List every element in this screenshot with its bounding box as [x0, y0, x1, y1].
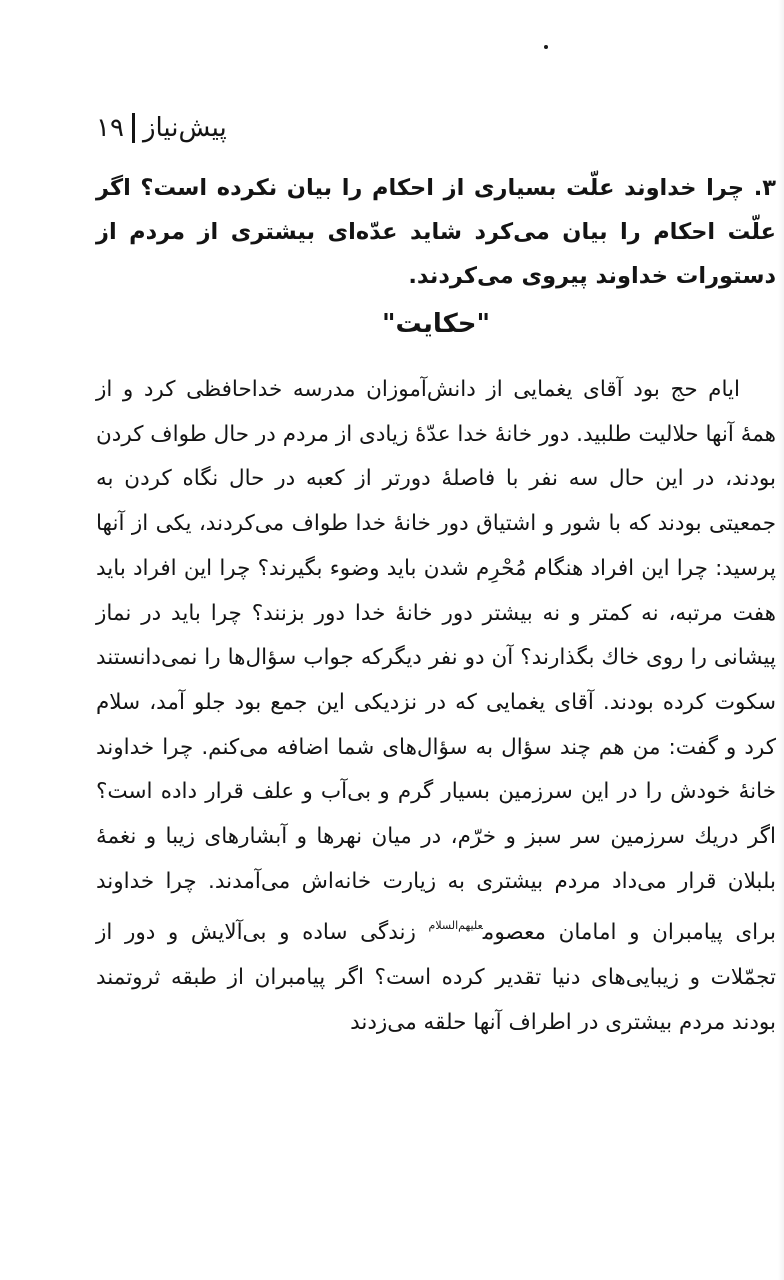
page-number: ۱۹	[96, 113, 124, 143]
running-head-title: پیش‌نیاز	[142, 113, 227, 143]
question-number: ۳.	[753, 175, 777, 201]
running-head	[96, 108, 227, 148]
story-heading: "حکایت"	[382, 309, 490, 339]
story-body	[96, 368, 776, 1046]
page-gutter-shadow	[778, 0, 784, 1280]
story-text-part-1: ایام حج بود آقای یغمایی از دانش‌آموزان مدرسه خداحافظی کرد و از همهٔ آنها حلالیت طلبید. دور خانهٔ خدا عدّهٔ زیادی از مردم در حال طواف کردن بودند، در این حال سه نفر با فاصلهٔ دورتر از کعبه در حال نگاه کردن به جمعیتی بودند که با شور و اشتیاق دور خانهٔ خدا طواف می‌کردند، یکی از آنها پرسید: چرا این افراد هنگام مُحْرِم شدن باید وضوء بگیرند؟ چرا این افراد باید هفت مرتبه، نه کمتر و نه بیشتر دور خانهٔ خدا دور بزنند؟ چرا باید در نماز پیشانی را روی خاك بگذارند؟ آن دو نفر دیگرکه جواب سؤال‌ها را نمی‌دانستند سکوت کرده بودند. آقای یغمایی که در نزدیکی این جمع بود جلو آمد، سلام کرد و گفت: من هم چند سؤال به سؤال‌های شما اضافه می‌کنم. چرا خداوند خانهٔ خودش را در این سرزمین بسیار گرم و بی‌آب و علف قرار داده است؟ اگر دریك سرزمین سر سبز و خرّم، در میان نهرها و آبشارهای زیبا و نغمهٔ بلبلان قرار می‌داد مردم بیشتری به زیارت خانه‌اش می‌آمدند. چرا خداوند برای پیامبران و امامان معصوم	[96, 377, 777, 946]
print-speck	[544, 45, 548, 49]
story-text-part-2: زندگی ساده و بی‌آلایش و دور از تجمّلات و زیبایی‌های دنیا تقدیر کرده است؟ اگر پیامبران از طبقه ثروتمند بودند مردم بیشتری در اطراف آنها حلقه می‌زدند	[96, 920, 776, 1035]
question-paragraph	[96, 166, 776, 298]
question-text: چرا خداوند علّت بسیاری از احکام را بیان نکرده است؟ اگر علّت احکام را بیان می‌کرد شاید عدّه‌ای بیشتری از مردم از دستورات خداوند پیروی می‌کردند.	[96, 175, 776, 289]
honorific-ligature: علیهم‌السلام	[428, 919, 483, 933]
story-paragraph	[96, 368, 776, 1046]
running-head-separator	[132, 113, 135, 143]
